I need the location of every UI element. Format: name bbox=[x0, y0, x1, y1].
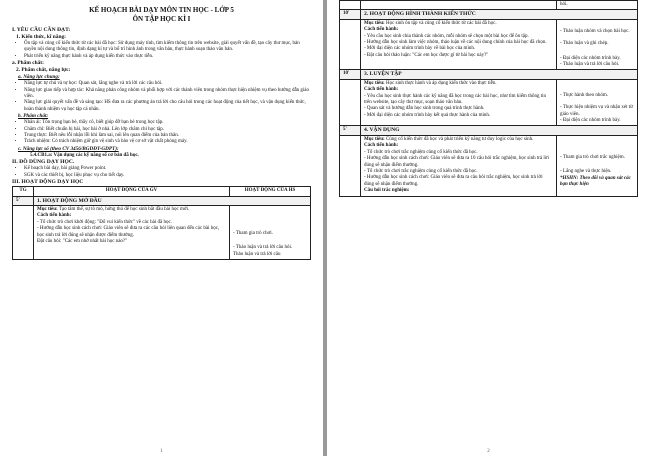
student-step: - Thực hiện nhiệm vụ và nhận xét từ giáo viên. bbox=[560, 105, 633, 117]
section-materials: II. ĐỒ DÙNG DẠY HỌC. bbox=[12, 159, 75, 166]
goal-label: Mục tiêu: bbox=[364, 20, 385, 26]
page-number: 2 bbox=[487, 449, 490, 454]
teacher-step: - Mời đại diện các nhóm trình bày về bài học của mình. bbox=[364, 46, 476, 52]
student-step: - Thảo luận và trả lời câu hỏi. bbox=[560, 62, 620, 68]
activity-table bbox=[12, 186, 311, 260]
competence-heading: 2. Phẩm chất, năng lực: bbox=[16, 67, 71, 74]
student-step: - Tham gia trò chơi. bbox=[233, 230, 273, 236]
page-2 bbox=[327, 0, 650, 456]
section-activities: III. HOẠT ĐỘNG DẠY HỌC bbox=[12, 179, 84, 186]
goal-label: Mục tiêu: bbox=[364, 136, 385, 142]
virtue-heading: b. Phẩm chất: bbox=[18, 113, 49, 120]
goal-label: Mục tiêu: bbox=[37, 206, 58, 212]
col-header-time: TG bbox=[13, 187, 34, 196]
teacher-step: - Hướng dẫn học sinh cách chơi: Giáo viên sẽ đưa ra 10 câu hỏi trắc nghiệm, học sinh trả lời đúng sẽ nhận điểm thưởng. bbox=[364, 156, 549, 168]
competence-item: • Năng lực tự chủ và tự học: Quan sát, lắng nghe và trả lời các câu hỏi. bbox=[24, 81, 311, 87]
teacher-step: Đặt câu hỏi: "Các em nhớ nhất bài học nào?" bbox=[37, 238, 128, 244]
teacher-step: - Quan sát và hướng dẫn học sinh trong quá trình thực hành. bbox=[364, 106, 485, 112]
student-step: - Thảo luận và trả lời câu hỏi. bbox=[233, 245, 293, 251]
goal-text: Tạo tâm thế, sự tò mò, hứng thú để học sinh bắt đầu bài học mới. bbox=[58, 206, 190, 212]
student-step: - Tham gia trò chơi trắc nghiệm. bbox=[560, 154, 625, 160]
page-number: 1 bbox=[160, 449, 163, 454]
student-step: - Đại diện các nhóm trình bày. bbox=[560, 118, 621, 124]
student-step: - Đại diện các nhóm trình bày. bbox=[560, 55, 621, 61]
digital-competence-heading: c. Năng lực số (theo CV 3456/BGDĐT-GDPT): bbox=[18, 145, 119, 152]
goal-text: Học sinh thực hành và áp dụng kiến thức vào thực tiễn. bbox=[385, 80, 497, 86]
method-label: Cách tiến hành: bbox=[364, 27, 399, 33]
doc-subtitle: ÔN TẬP HỌC KÌ I bbox=[132, 15, 191, 23]
page-1 bbox=[0, 0, 323, 456]
student-step: - Thảo luận nhóm và chọn bài học. bbox=[560, 28, 630, 34]
teacher-step: - Đặt câu hỏi thảo luận: "Các em học được gì từ bài học này?" bbox=[364, 52, 489, 58]
activity-table-continued bbox=[339, 0, 638, 197]
activity-time: 10' bbox=[340, 70, 361, 79]
goal-text: Học sinh ôn tập và củng cố kiến thức từ các bài đã học. bbox=[385, 20, 497, 26]
activity-title: 4. VẬN DỤNG bbox=[361, 126, 638, 135]
teacher-step: - Yêu cầu học sinh chia thành các nhóm, mỗi nhóm sẽ chọn một bài học để ôn tập. bbox=[364, 33, 529, 39]
teacher-step: - Tổ chức trò chơi trắc nghiệm củng cố kiến thức đã học. bbox=[364, 149, 478, 155]
material-item: • Kế hoạch bài dạy, bài giảng Power point. bbox=[24, 166, 311, 172]
activity-title: 2. HOẠT ĐỘNG HÌNH THÀNH KIẾN THỨC bbox=[361, 10, 638, 19]
section-requirements: I. YÊU CẦU CẦN ĐẠT: bbox=[12, 27, 71, 33]
activity-time: 5' bbox=[340, 126, 361, 135]
teacher-step: - Tổ chức trò chơi khởi động: "Đố vui kiến thức" về các bài đã học. bbox=[37, 219, 172, 225]
student-note: *HSHN: Theo dõi và quan sát các bạn thực hiện bbox=[560, 175, 631, 188]
activity-title: 1. HOẠT ĐỘNG MỞ ĐẦU bbox=[34, 196, 311, 205]
virtue-item: • Trách nhiệm: Có trách nhiệm giữ gìn vệ sinh và bảo vệ cơ sở vật chất phòng máy. bbox=[24, 139, 311, 145]
continued-cell: hỏi. bbox=[557, 1, 638, 10]
activity-time: 5' bbox=[13, 196, 34, 205]
student-step: Thảo luận và trả lời câu bbox=[233, 251, 281, 257]
student-step: - Thảo luận và ghi chép. bbox=[560, 41, 609, 47]
quality-heading: a. Phẩm chất: bbox=[12, 60, 44, 67]
col-header-teacher: HOẠT ĐỘNG CỦA GV bbox=[34, 187, 230, 196]
virtue-item: • Nhân ái: Tôn trọng bạn bè, thầy cô, biết giúp đỡ bạn bè trong học tập. bbox=[24, 120, 311, 126]
method-label: Cách tiến hành: bbox=[364, 143, 399, 149]
student-step: - Thực hành theo nhóm. bbox=[560, 92, 609, 98]
teacher-step: - Hướng dẫn học sinh làm việc nhóm, thảo luận về các nội dung chính của bài học đã chọn. bbox=[364, 40, 547, 46]
activity-time: 10' bbox=[340, 10, 361, 19]
knowledge-heading: 1. Kiến thức, kĩ năng: bbox=[16, 34, 66, 40]
goal-text: Củng cố kiến thức đã học và phát triển kỹ năng tư duy logic của học sinh. bbox=[385, 136, 534, 142]
virtue-item: • Chăm chỉ: Biết chuẩn bị bài, học bài ở nhà. Lên lớp chăm chỉ học tập. bbox=[24, 127, 311, 133]
method-label: Cách tiến hành: bbox=[37, 213, 72, 219]
knowledge-item: • Ôn tập và củng cố kiến thức từ các bài đã học: Sử dụng máy tính, tìm kiếm thông tin trên website, giải quyết vấn đề, tạo cây thư mục, bản quyền nội dung thông tin, định dạng kí tự và bố trí hình ảnh trong văn bản, thực hành soạn thảo văn bản. bbox=[24, 41, 311, 54]
digital-competence-text: 5.4.CB1.a: Vận dụng các kỹ năng số cơ bản đã học. bbox=[30, 152, 139, 158]
teacher-step: - Mời đại diện các nhóm trình bày kết quả thực hành của mình. bbox=[364, 112, 491, 118]
col-header-student: HOẠT ĐỘNG CỦA HS bbox=[230, 187, 311, 196]
teacher-step: - Yêu cầu học sinh thực hành các kỹ năng đã học trong các bài học, như tìm kiếm thông tin trên website, tạo cây thư mục, soạn thảo văn bản. bbox=[364, 93, 546, 106]
knowledge-item: • Phát triển kỹ năng thực hành và áp dụng kiến thức vào thực tiễn. bbox=[24, 54, 311, 60]
teacher-step: - Hướng dẫn học sinh cách chơi: Giáo viên sẽ đưa ra câu hỏi trắc nghiệm, học sinh trả lời đúng sẽ nhận điểm thưởng. bbox=[364, 175, 543, 187]
material-item: • SGK và các thiết bị, học liệu phục vụ cho tiết dạy. bbox=[24, 173, 311, 179]
general-competence-heading: a. Năng lực chung: bbox=[18, 74, 60, 81]
quiz-label: Câu hỏi trắc nghiệm: bbox=[364, 188, 410, 194]
teacher-step: - Tổ chức trò chơi trắc nghiệm củng cố kiến thức đã học. bbox=[364, 168, 478, 174]
competence-item: • Năng lực giải quyết vấn đề và sáng tạo: HS đưa ra các phương án trả lời cho câu hỏi trong các hoạt động của tiết học, và vận dụng kiến thức, hoàn thành nhiệm vụ học tập cá nhân. bbox=[24, 100, 311, 113]
teacher-step: - Hướng dẫn học sinh cách chơi: Giáo viên sẽ đưa ra các câu hỏi liên quan đến các bài học, học sinh trả lời đúng sẽ nhận được điểm thưởng. bbox=[37, 226, 220, 238]
method-label: Cách tiến hành: bbox=[364, 87, 399, 93]
competence-item: • Năng lực giao tiếp và hợp tác: Khả năng phản công nhóm và phối hợp với các thành viên trong nhóm thực hiện nhiệm vụ theo hướng dẫn giáo viên. bbox=[24, 88, 311, 101]
doc-title: KẾ HOẠCH BÀI DẠY MÔN TIN HỌC - LỚP 5 bbox=[89, 6, 234, 14]
student-step: - Lắng nghe và thực hiện. bbox=[560, 169, 612, 175]
virtue-item: • Trung thực: Biết nêu lỗi nhận lỗi khi làm sai, nói lên quan điểm của bản thân. bbox=[24, 133, 311, 139]
activity-title: 3. LUYỆN TẬP bbox=[361, 70, 638, 79]
goal-label: Mục tiêu: bbox=[364, 80, 385, 86]
